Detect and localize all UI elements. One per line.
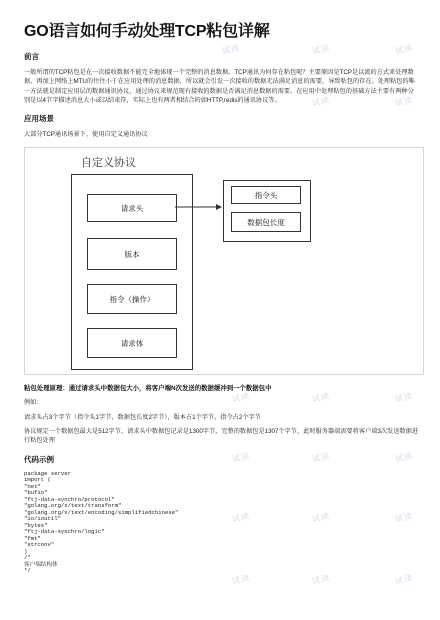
watermark: 试读 bbox=[221, 43, 241, 56]
version-label: 版本 bbox=[124, 249, 140, 259]
code-line: "fmt" bbox=[24, 534, 41, 542]
code-line: "io/ioutil" bbox=[24, 515, 61, 523]
page-title: GO语言如何手动处理TCP粘包详解 bbox=[24, 23, 270, 40]
version-box bbox=[87, 238, 177, 270]
request-header-box bbox=[87, 194, 177, 222]
watermark: 试读 bbox=[311, 95, 331, 108]
custom-protocol-title: 自定义协议 bbox=[81, 157, 136, 170]
preface-paragraph: 一般所谓的TCP粘包是在一次接收数据不能完全地体现一个完整的消息数据。TCP通讯为何存在粘包呢？主要原因是TCP是以流的方式来处理数据，再加上网络上MTU的往往小于在应用处理的消息数据，所以就会引发一次接收的数据无法满足消息的需要，导致粘包的存在。处理粘包的唯一方法就是制定应用层的数据通讯协议，通过协议来规范现有接收的数据是否满足消息数据的需要。在应用中处理粘包的基础方法主要有两种分别是以4节字描述消息大小或以结束符，实际上也有两者相结合的如HTTP,redis的通讯协议等。 bbox=[24, 69, 415, 104]
scenario-paragraph: 大部分TCP通讯场景下，使用自定义通讯协议 bbox=[24, 131, 148, 139]
watermark: 试读 bbox=[311, 573, 331, 586]
code-line: import ( bbox=[24, 476, 51, 484]
code-line: ) bbox=[24, 547, 28, 555]
code-line: 客户端结构体 bbox=[24, 560, 58, 568]
watermark: 试读 bbox=[311, 511, 331, 524]
code-line: "ftj-data-synchro/logic" bbox=[24, 528, 105, 536]
code-line: package server bbox=[24, 469, 71, 477]
command-header-label: 指令头 bbox=[254, 190, 278, 200]
code-line: "golang.org/x/text/encoding/simplifiedchinese" bbox=[24, 508, 179, 516]
watermark: 试读 bbox=[394, 511, 414, 524]
principle-text: 粘包处理原理：通过请求头中数据包大小，将客户端N次发送的数据缓冲到一个数据包中 bbox=[24, 385, 272, 393]
example-text-1: 请求头占3个字节（指令头1字节、数据包长度2字节），版本占1个字节，指令占2个字节 bbox=[24, 413, 261, 421]
code-line: "net" bbox=[24, 482, 41, 490]
watermark: 试读 bbox=[231, 391, 251, 404]
watermark: 试读 bbox=[311, 391, 331, 404]
code-line: "bytes" bbox=[24, 521, 48, 529]
request-header-label: 请求头 bbox=[120, 203, 144, 213]
watermark: 试读 bbox=[311, 451, 331, 464]
command-box bbox=[87, 284, 177, 314]
code-line: /* bbox=[24, 554, 31, 562]
code-line: */ bbox=[24, 567, 31, 575]
watermark: 试读 bbox=[394, 43, 414, 56]
example-label: 例如： bbox=[24, 399, 43, 407]
code-line: "strconv" bbox=[24, 541, 55, 549]
section-heading-scenario: 应用场景 bbox=[24, 114, 54, 124]
watermark: 试读 bbox=[231, 573, 251, 586]
document-page bbox=[24, 12, 418, 575]
watermark: 试读 bbox=[394, 95, 414, 108]
code-line: "bufio" bbox=[24, 489, 48, 497]
watermark: 试读 bbox=[231, 511, 251, 524]
request-body-box bbox=[87, 328, 177, 358]
code-line: "golang.org/x/text/transform" bbox=[24, 502, 122, 510]
code-block bbox=[24, 471, 418, 575]
code-line: "ftj-data-synchro/protocol" bbox=[24, 495, 115, 503]
section-heading-code: 代码示例 bbox=[24, 454, 54, 464]
packet-length-label: 数据包长度 bbox=[247, 217, 285, 227]
watermark: 试读 bbox=[394, 573, 414, 586]
example-text-2: 协议规定一个数据包最大是512字节，请求头中数据包记录是1300字节，完整的数据包是1307个字节，此时服务器端需要将客户端3次发送数据进行粘包处理 bbox=[24, 428, 418, 445]
watermark: 试读 bbox=[394, 451, 414, 464]
section-heading-preface: 前言 bbox=[24, 52, 39, 61]
command-header-box bbox=[231, 186, 301, 204]
watermark: 试读 bbox=[311, 43, 331, 56]
watermark: 试读 bbox=[394, 391, 414, 404]
watermark: 试读 bbox=[231, 451, 251, 464]
packet-length-box bbox=[231, 212, 301, 232]
command-label: 指令（操作） bbox=[109, 294, 155, 304]
protocol-diagram bbox=[24, 147, 424, 375]
request-body-label: 请求体 bbox=[120, 338, 144, 348]
